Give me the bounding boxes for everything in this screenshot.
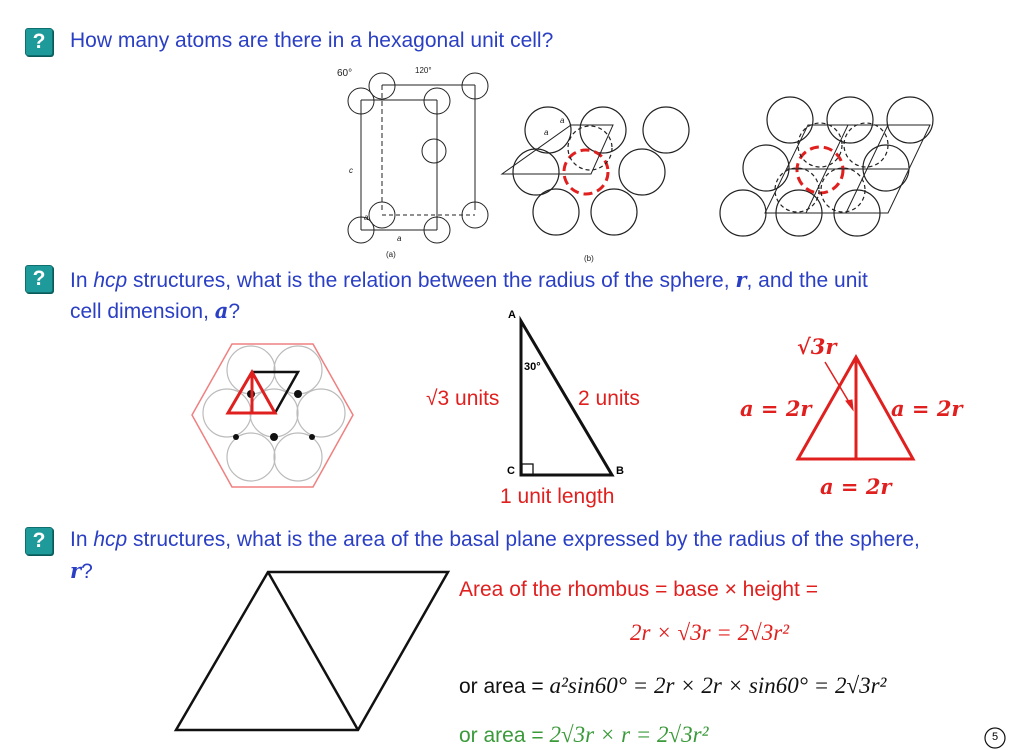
text: In [70, 269, 94, 292]
c-label: c [349, 166, 353, 175]
formula-line-3 [459, 673, 886, 699]
text: or area = [459, 675, 550, 698]
formula-line-4 [459, 722, 709, 748]
text: structures, what is the area of the basal plane expressed by the radius of the sphere, [127, 528, 920, 551]
question-2-line-1 [70, 267, 868, 293]
vertex-b-label: B [616, 465, 624, 477]
question-2-line-2 [70, 298, 240, 324]
hexagon-packing-figure [192, 344, 353, 487]
question-1-text: How many atoms are there in a hexagonal unit cell? [70, 29, 554, 52]
side-vertical-label: √3 units [426, 387, 500, 410]
text: structures, what is the relation between the radius of the sphere, [127, 269, 736, 292]
left-side-label: a = 2r [740, 396, 812, 421]
base-label: a = 2r [820, 474, 892, 499]
variable-r: r [70, 558, 82, 583]
math: a²sin60° = 2r × 2r × sin60° = 2√3r² [549, 673, 887, 698]
text: ? [81, 560, 93, 583]
variable-r: r [735, 267, 747, 292]
math: 2√3r × r = 2√3r² [549, 722, 709, 747]
question-icon: ? [25, 265, 53, 293]
caption-a: (a) [386, 250, 396, 259]
side-hypotenuse-label: 2 units [578, 387, 640, 410]
angle-30-label: 30° [524, 361, 541, 373]
variable-a: a [214, 298, 229, 323]
a-label: a [364, 213, 369, 222]
question-icon: ? [25, 527, 53, 555]
unit-cell-figure [348, 73, 488, 243]
text: , and the unit [746, 269, 868, 292]
b-a-label-1: a [560, 116, 565, 125]
angle-120-label: 120° [415, 66, 432, 75]
page-number: 5 [991, 731, 999, 743]
close-packed-layer-figure [502, 107, 689, 235]
vertex-c-label: C [507, 465, 515, 477]
formula-line-2: 2r × √3r = 2√3r² [630, 620, 790, 645]
stacked-layers-figure [720, 97, 933, 236]
a-label-2: a [397, 234, 402, 243]
question-icon: ? [25, 28, 53, 56]
side-base-label: 1 unit length [500, 485, 615, 508]
text: In [70, 528, 94, 551]
b-a-label-2: a [544, 128, 549, 137]
right-side-label: a = 2r [891, 396, 963, 421]
hcp-term: hcp [93, 269, 128, 292]
question-3-line-1 [70, 528, 920, 552]
rhombus-figure [176, 572, 448, 730]
question-3-line-2 [70, 558, 93, 584]
height-label: √3r [797, 334, 837, 359]
text: ? [228, 300, 241, 323]
text: or area = [459, 724, 550, 747]
hcp-term: hcp [93, 528, 128, 551]
text: cell dimension, [70, 300, 215, 323]
formula-line-1: Area of the rhombus = base × height = [459, 578, 818, 601]
angle-60-label: 60° [337, 68, 353, 79]
caption-b: (b) [584, 254, 594, 263]
vertex-a-label: A [508, 309, 516, 321]
